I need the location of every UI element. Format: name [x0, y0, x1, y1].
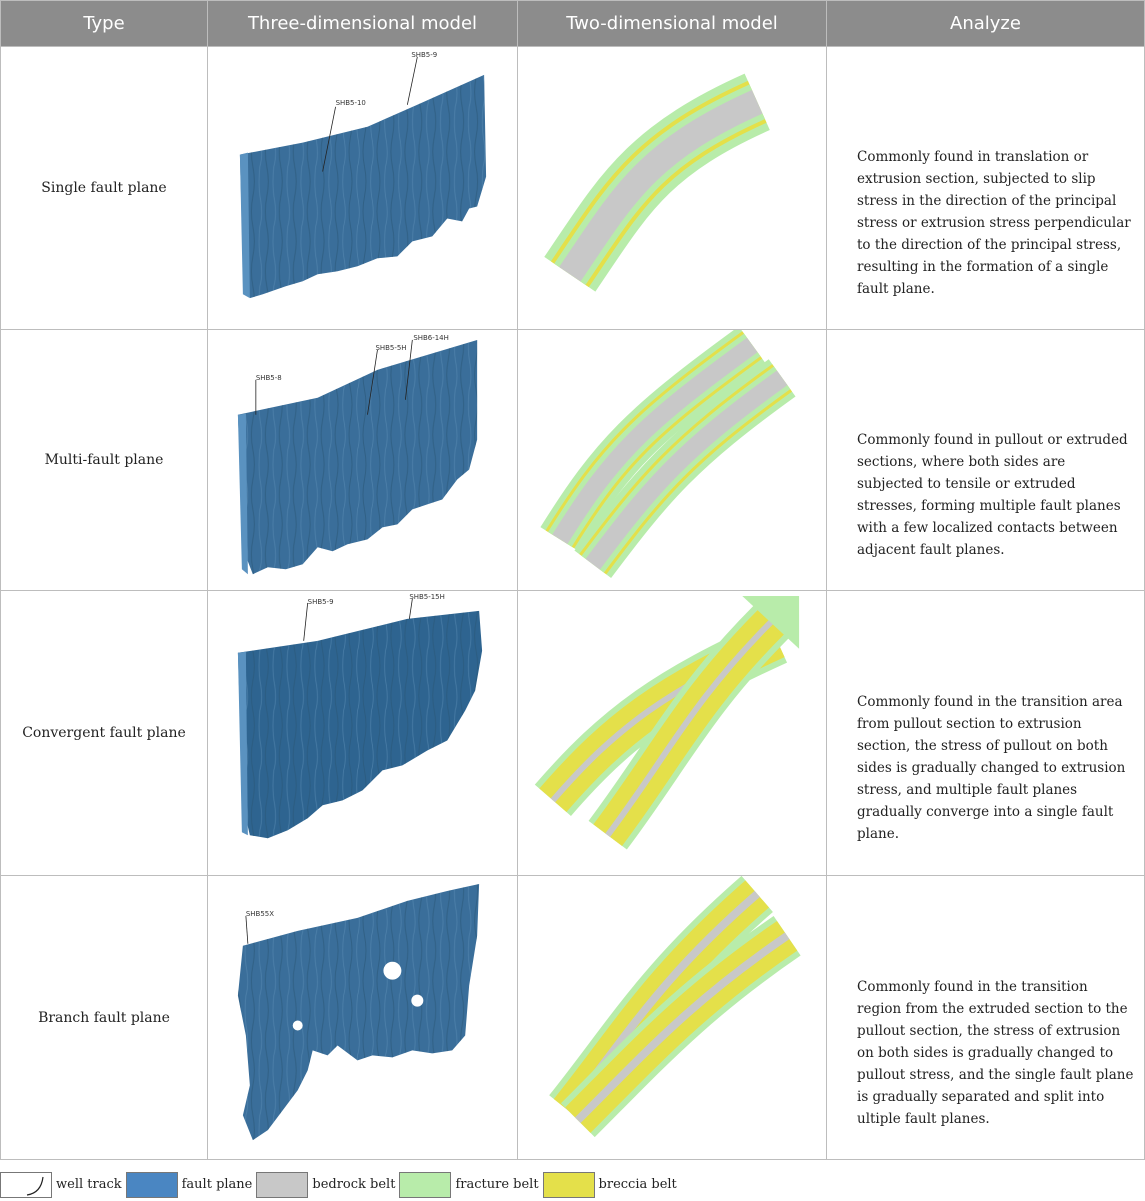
- table-row: [1, 330, 1145, 591]
- 3d-model-cell: [208, 330, 518, 591]
- legend: [0, 1170, 681, 1199]
- breccia-belt-swatch: [543, 1172, 595, 1198]
- legend-label: bedrock belt: [312, 1177, 396, 1192]
- well-label: SHB55X: [245, 910, 274, 919]
- legend-item-fracture-belt: [399, 1172, 542, 1198]
- analysis-cell: [827, 330, 1145, 591]
- analysis-text: Commonly found in the transition area from pullout section to extrusion section, the stress of pullout on both sides is gradually changed to extrusion stress, and multiple fault planes gradually converge into a single fault plane.: [857, 694, 1126, 843]
- 2d-model-cell: [518, 47, 827, 330]
- 3d-model-cell: [208, 876, 518, 1160]
- well-label: SHB5-15H: [409, 593, 445, 602]
- well-label: SHB5-10: [335, 98, 366, 107]
- 2d-model-cell: [518, 591, 827, 876]
- analysis-text: Commonly found in pullout or extruded sections, where both sides are subjected to tensile or extruded stresses, forming multiple fault planes with a few localized contacts between adjacent fault planes.: [857, 432, 1128, 559]
- legend-item-bedrock-belt: [256, 1172, 399, 1198]
- 2d-fault-model-single: [518, 47, 826, 329]
- 2d-model-cell: [518, 330, 827, 591]
- 3d-fault-model-image: [208, 591, 517, 875]
- analysis-cell: [827, 591, 1145, 876]
- header-3d-model: Three-dimensional model: [208, 1, 518, 47]
- well-label: SHB6-14H: [413, 334, 449, 343]
- legend-item-breccia-belt: [543, 1172, 681, 1198]
- well-track-icon: [0, 1172, 52, 1198]
- header-type: Type: [1, 1, 208, 47]
- analysis-text: Commonly found in the transition region from the extruded section to the pullout section, the stress of extrusion on both sides is gradually changed to pullout stress, and the single fault plane is gradually separated and split into ultiple fault planes.: [857, 978, 1134, 1127]
- well-label: SHB5-9: [307, 598, 334, 607]
- 2d-fault-model-convergent: [518, 591, 826, 875]
- well-label: SHB5-9: [411, 50, 438, 59]
- 2d-fault-model-multi: [518, 330, 826, 590]
- 2d-model-cell: [518, 876, 827, 1160]
- header-2d-model: Two-dimensional model: [518, 1, 827, 47]
- legend-label: fracture belt: [455, 1177, 539, 1192]
- 3d-model-cell: [208, 591, 518, 876]
- legend-item-well-track: [0, 1172, 126, 1198]
- row-type-label: Convergent fault plane: [1, 591, 208, 876]
- table-header-row: [1, 1, 1145, 47]
- legend-label: fault plane: [181, 1177, 253, 1192]
- row-type-label: Branch fault plane: [1, 876, 208, 1160]
- fault-plane-swatch: [126, 1172, 178, 1198]
- row-type-label: Single fault plane: [1, 47, 208, 330]
- legend-label: well track: [56, 1177, 122, 1192]
- row-type-label: Multi-fault plane: [1, 330, 208, 591]
- table-row: [1, 47, 1145, 330]
- legend-item-fault-plane: [126, 1172, 257, 1198]
- analysis-cell: [827, 876, 1145, 1160]
- well-label: SHB5-8: [255, 373, 282, 382]
- 2d-fault-model-branch: [518, 876, 826, 1159]
- analysis-cell: [827, 47, 1145, 330]
- table-row: [1, 876, 1145, 1160]
- analysis-text: Commonly found in translation or extrusion section, subjected to slip stress in the direction of the principal stress or extrusion stress perpendicular to the direction of the principal stress, resulting in the formation of a single fault plane.: [857, 149, 1131, 298]
- 3d-model-cell: [208, 47, 518, 330]
- bedrock-belt-swatch: [256, 1172, 308, 1198]
- well-label: SHB5-5H: [375, 344, 407, 353]
- header-analyze: Analyze: [827, 1, 1145, 47]
- 3d-fault-model-image: [208, 47, 517, 329]
- 3d-fault-model-image: [208, 330, 517, 590]
- table-row: [1, 591, 1145, 876]
- legend-label: breccia belt: [598, 1177, 677, 1192]
- 3d-fault-model-image: [208, 876, 517, 1159]
- fracture-belt-swatch: [399, 1172, 451, 1198]
